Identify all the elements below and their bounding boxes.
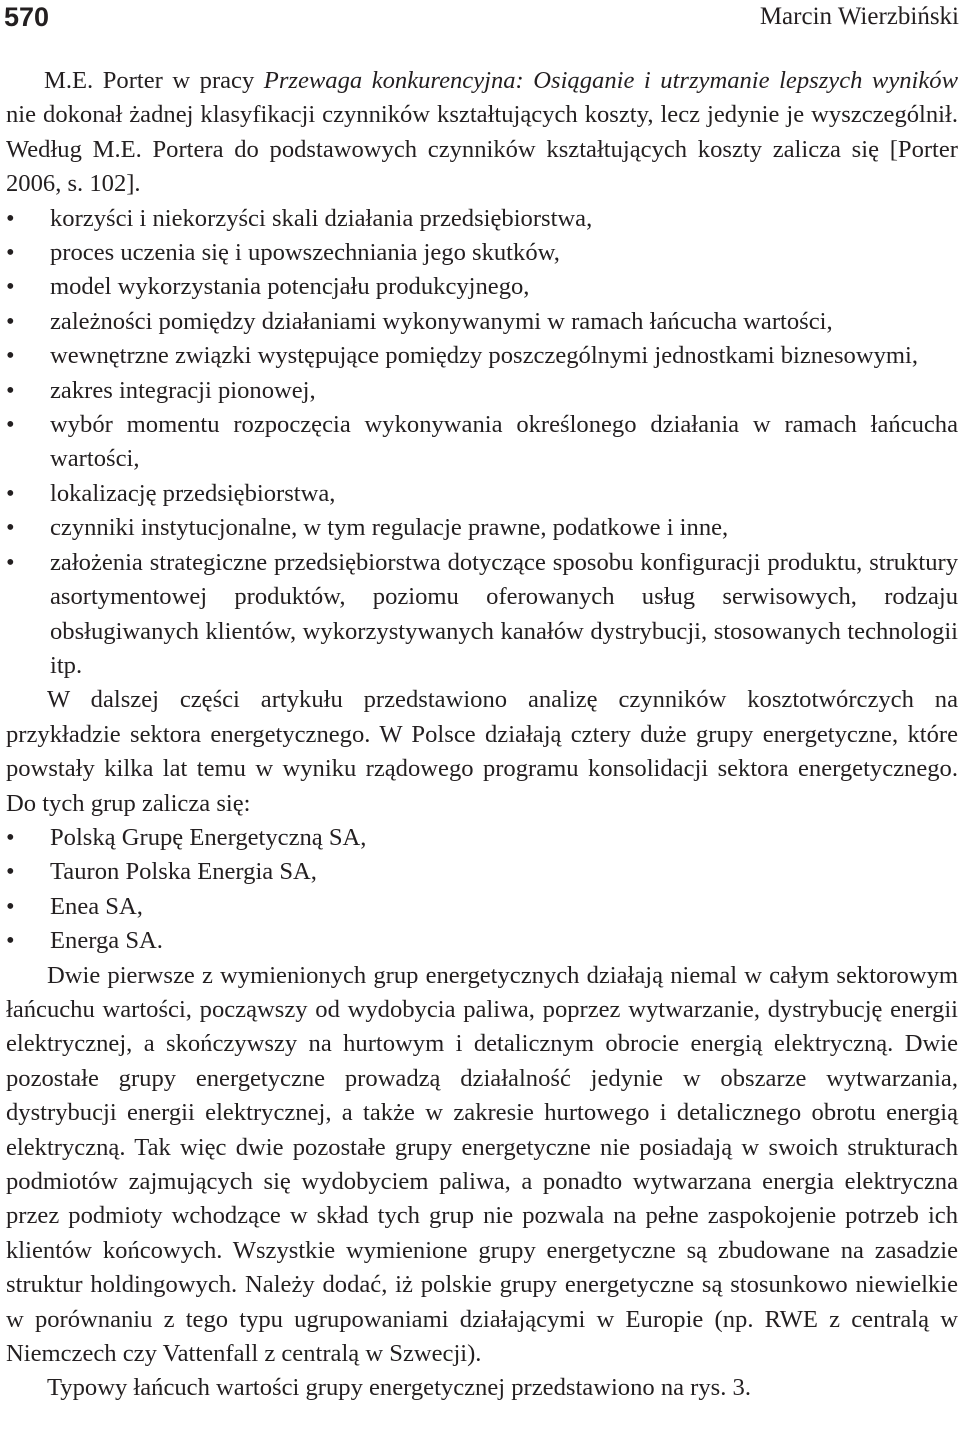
energy-groups-list	[6, 821, 958, 959]
running-head-author: Marcin Wierzbiński	[759, 3, 959, 30]
body-paragraph: Dwie pierwsze z wymienionych grup energetycznych działają niemal w całym sektorowym łańcuchu wartości, począwszy od wydobycia paliwa, poprzez wytwarzanie, dystrybucję energii elektrycznej, a skończywszy na hurtowym i detalicznym obrocie energią elektryczną. Dwie pozostałe grupy energetyczne prowadzą działalność jedynie w obszarze wytwarzania, dystrybucji energii elektrycznej, a także w zakresie hurtowego i detalicznego obrotu energią elektryczną. Tak więc dwie pozostałe grupy energetyczne nie posiadają w swoich strukturach podmiotów zajmujących się wydobyciem paliwa, a ponadto wytwarzana energia elektryczna przez podmioty wchodzące w skład tych grup nie pozwala na pełne zaspokojenie potrzeb ich klientów końcowych. Wszystkie wymienione grupy energetyczne są zbudowane na zasadzie struktur holdingowych. Należy dodać, iż polskie grupy energetyczne są stosunkowo niewielkie w porównaniu z tego typu ugrupowaniami działającymi w Europie (np. RWE z centralą w Niemczech czy Vattenfall z centralą w Szwecji).	[6, 961, 958, 1368]
list-item: • czynniki instytucjonalne, w tym regulacje prawne, podatkowe i inne,	[6, 511, 958, 545]
intro-paragraph	[6, 64, 958, 202]
intro-text-start: M.E. Porter w pracy	[44, 67, 264, 94]
page-body	[6, 64, 958, 1406]
list-item: • założenia strategiczne przedsiębiorstwa dotyczące sposobu konfiguracji produktu, struktury asortymentowej produktów, poziomu oferowanych usług serwisowych, rodzaju obsługiwanych klientów, wykorzystywanych kanałów dystrybucji, stosowanych technologii itp.	[6, 546, 958, 684]
intro-text-end: nie dokonał żadnej klasyfikacji czynników kształtujących koszty, lecz jedynie je wyszczególnił. Według M.E. Portera do podstawowych czynników kształtujących koszty zalicza się [Porter 2006, s. 102].	[6, 101, 958, 198]
list-item: • zależności pomiędzy działaniami wykonywanymi w ramach łańcucha wartości,	[6, 305, 958, 339]
list-item: • Energa SA.	[6, 924, 958, 958]
list-item: • Tauron Polska Energia SA,	[6, 855, 958, 889]
page-header	[0, 0, 960, 40]
list-item: • model wykorzystania potencjału produkcyjnego,	[6, 270, 958, 304]
body-paragraph: Typowy łańcuch wartości grupy energetycznej przedstawiono na rys. 3.	[47, 1374, 751, 1402]
list-item: • korzyści i niekorzyści skali działania przedsiębiorstwa,	[6, 202, 958, 236]
body-paragraph: W dalszej części artykułu przedstawiono analizę czynników kosztotwórczych na przykładzie sektora energetycznego. W Polsce działają cztery duże grupy energetyczne, które powstały kilka lat temu w wyniku rządowego programu konsolidacji sektora energetycznego. Do tych grup zalicza się:	[6, 686, 958, 817]
cost-factors-list	[6, 202, 958, 684]
list-item: • proces uczenia się i upowszechniania jego skutków,	[6, 236, 958, 270]
page-number: 570	[4, 2, 50, 32]
list-item: • wewnętrzne związki występujące pomiędzy poszczególnymi jednostkami biznesowymi,	[6, 339, 958, 373]
list-item: • lokalizację przedsiębiorstwa,	[6, 477, 958, 511]
list-item: • wybór momentu rozpoczęcia wykonywania określonego działania w ramach łańcucha wartości,	[6, 408, 958, 477]
cited-book-title: Przewaga konkurencyjna: Osiąganie i utrzymanie lepszych wyników	[263, 67, 958, 94]
list-item: • Polską Grupę Energetyczną SA,	[6, 821, 958, 855]
list-item: • zakres integracji pionowej,	[6, 374, 958, 408]
list-item: • Enea SA,	[6, 890, 958, 924]
